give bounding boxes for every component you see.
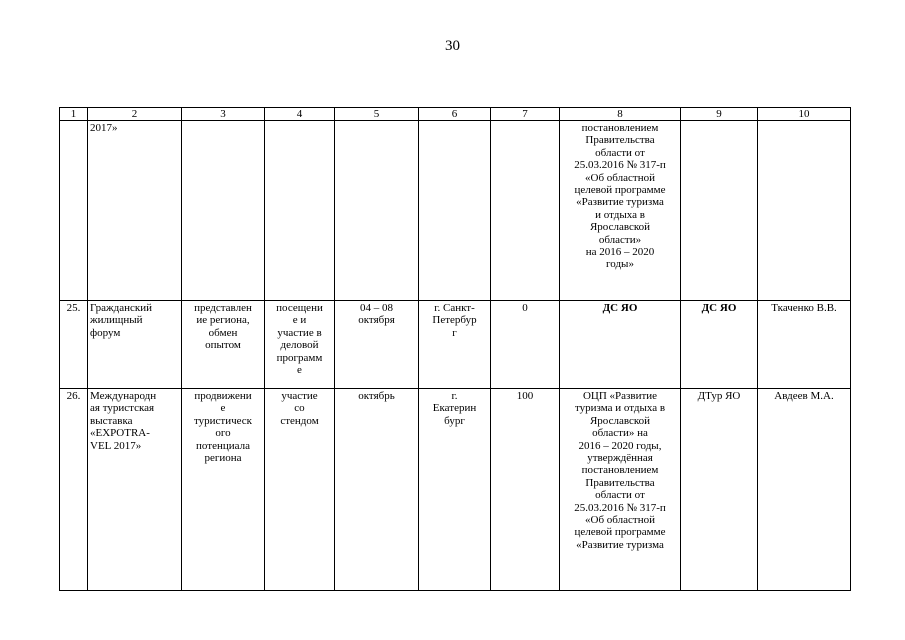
- event-name-cell: Гражданский жилищный форум: [88, 301, 182, 389]
- place-cell: г. Екатерин бург: [419, 389, 491, 591]
- column-number: 6: [419, 108, 491, 121]
- participation-form-cell: [265, 121, 335, 301]
- goal-cell: представлен ие региона, обмен опытом: [182, 301, 265, 389]
- table-row: [60, 301, 851, 389]
- row-index-cell: 25.: [60, 301, 88, 389]
- date-cell: 04 – 08 октября: [335, 301, 419, 389]
- event-name-cell: Международн ая туристская выставка «EXPOTRA- VEL 2017»: [88, 389, 182, 591]
- column-number: 8: [560, 108, 681, 121]
- column-number: 2: [88, 108, 182, 121]
- responsible-cell: Ткаченко В.В.: [758, 301, 851, 389]
- place-cell: [419, 121, 491, 301]
- executor-cell: ДС ЯО: [681, 301, 758, 389]
- column-number: 7: [491, 108, 560, 121]
- column-number: 4: [265, 108, 335, 121]
- events-table: [59, 107, 851, 591]
- date-cell: [335, 121, 419, 301]
- column-number: 3: [182, 108, 265, 121]
- amount-cell: 0: [491, 301, 560, 389]
- goal-cell: [182, 121, 265, 301]
- column-number: 1: [60, 108, 88, 121]
- executor-cell: ДТур ЯО: [681, 389, 758, 591]
- funding-source-cell: ОЦП «Развитие туризма и отдыха в Ярославской области» на 2016 – 2020 годы, утверждённая постановлением Правительства области от 25.03.2016 № 317-п «Об областной целевой программе «Развитие туризма: [560, 389, 681, 591]
- column-number: 10: [758, 108, 851, 121]
- table-row: [60, 389, 851, 591]
- responsible-cell: Авдеев М.А.: [758, 389, 851, 591]
- row-index-cell: 26.: [60, 389, 88, 591]
- event-name-cell: 2017»: [88, 121, 182, 301]
- amount-cell: [491, 121, 560, 301]
- responsible-cell: [758, 121, 851, 301]
- goal-cell: продвижени е туристическ ого потенциала региона: [182, 389, 265, 591]
- table-row: [60, 121, 851, 301]
- executor-cell: [681, 121, 758, 301]
- page-number: 30: [445, 38, 460, 54]
- column-number-row: [60, 108, 851, 121]
- place-cell: г. Санкт- Петербур г: [419, 301, 491, 389]
- column-number: 9: [681, 108, 758, 121]
- funding-source-cell: постановлением Правительства области от 25.03.2016 № 317-п «Об областной целевой программе «Развитие туризма и отдыха в Ярославской области» на 2016 – 2020 годы»: [560, 121, 681, 301]
- column-number: 5: [335, 108, 419, 121]
- participation-form-cell: участие со стендом: [265, 389, 335, 591]
- amount-cell: 100: [491, 389, 560, 591]
- row-index-cell: [60, 121, 88, 301]
- participation-form-cell: посещени е и участие в деловой программ е: [265, 301, 335, 389]
- date-cell: октябрь: [335, 389, 419, 591]
- funding-source-cell: ДС ЯО: [560, 301, 681, 389]
